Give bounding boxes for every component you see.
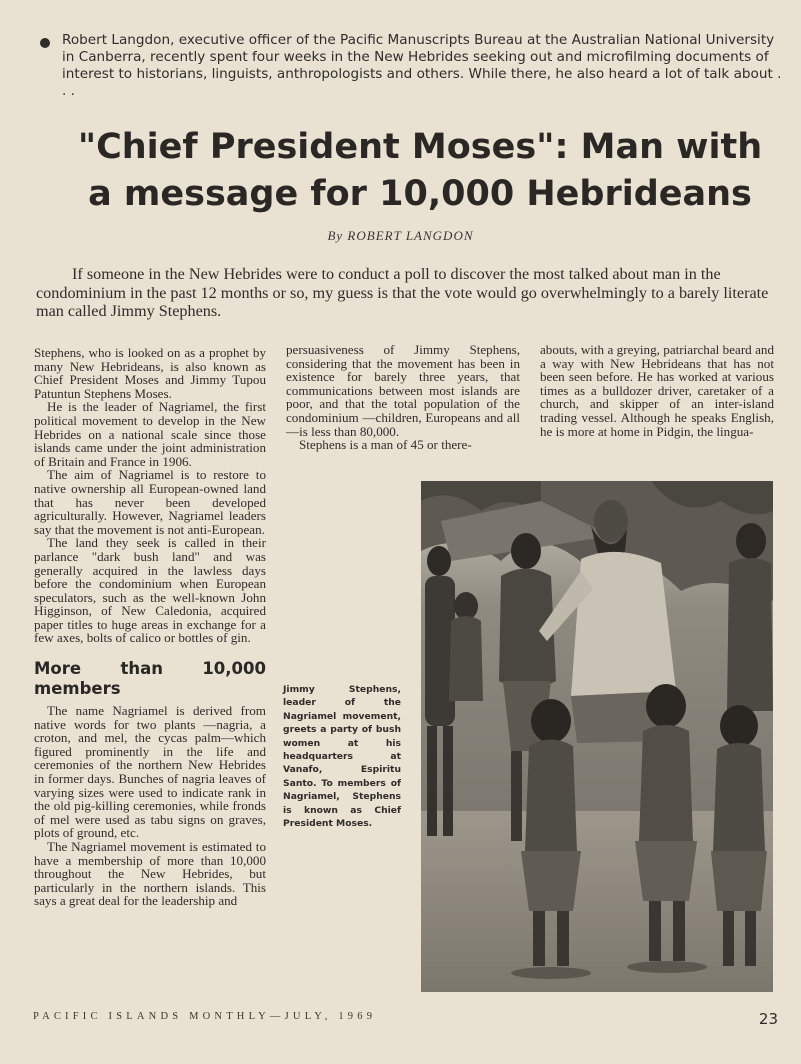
body-column-3 — [540, 343, 774, 438]
paragraph: The Nagriamel movement is estimated to have a membership of more than 10,000 throughout the New Hebrides, but particularly in the northern islands. This says a great deal for the leadership and — [34, 839, 266, 909]
lead-paragraph: If someone in the New Hebrides were to conduct a poll to discover the most talked about man in the condominium in the past 12 months or so, my guess is that the vote would go overwhelmingly to a barely literate man called Jimmy Stephens. — [36, 265, 769, 320]
paragraph: abouts, with a greying, patriarchal beard and a way with New Hebrideans that has not been seen before. He has worked at various times as a bulldozer driver, caretaker of a church, and skipper of an inter-island trading vessel. Although he speaks English, he is more at home in Pidgin, the lingua- — [540, 342, 774, 439]
page-number: 23 — [758, 1010, 778, 1028]
body-column-1 — [34, 346, 266, 908]
standfirst-text: Robert Langdon, executive officer of the Pacific Manuscripts Bureau at the Australian National University in Canberra, recently spent four weeks in the New Hebrides seeking out and microfilming documents of interest to historians, linguists, anthropologists and others. While there, he also heard a lot of talk about . . . — [62, 32, 782, 99]
byline: By ROBERT LANGDON — [327, 228, 474, 243]
subheading: More than 10,000 members — [34, 659, 266, 699]
paragraph: persuasiveness of Jimmy Stephens, considering that the movement has been in existence for barely three years, that communications between most islands are poor, and that the total population of the condominium —children, Europeans and all—is less than 80,000. — [286, 342, 520, 439]
paragraph: Stephens, who is looked on as a prophet by many New Hebrideans, is also known as Chief President Moses and Jimmy Tupou Patuntun Stephens Moses. — [34, 345, 266, 401]
headline: "Chief President Moses": Man with a message for 10,000 Hebrideans — [77, 127, 763, 214]
paragraph: The name Nagriamel is derived from native words for two plants —nagria, a croton, and mel, the cycas palm—which figured prominently in the life and ceremonies of the northern New Hebrides in former days. Bunches of nagria leaves of varying sizes were used to indicate rank in the old pig-killing ceremonies, while fronds of mel were used as tabu signs on graves, plots of ground, etc. — [34, 703, 266, 841]
bullet-icon — [40, 38, 50, 48]
standfirst — [40, 32, 782, 100]
paragraph: He is the leader of Nagriamel, the first political movement to develop in the New Hebrides on a national scale since those islands came under the joint administration of Britain and France in 1906. — [34, 399, 266, 469]
paragraph: Stephens is a man of 45 or there- — [299, 437, 472, 453]
paragraph: The aim of Nagriamel is to restore to native ownership all European-owned land that has never been developed agriculturally. However, Nagriamel leaders say that the movement is not anti-European. — [34, 467, 266, 537]
photo-caption: Jimmy Stephens, leader of the Nagriamel movement, greets a party of bush women at his headquarters at Vanafo, Espiritu Santo. To members of Nagriamel, Stephens is known as Chief President Moses. — [283, 684, 401, 830]
photo-jimmy-stephens-greeting — [421, 481, 773, 992]
paragraph: The land they seek is called in their parlance "dark bush land" and was generally acquired in the lawless days before the condominium when European speculators, such as the well-known John Higginson, of New Caledonia, acquired paper titles to huge areas in exchange for a few axes, bolts of calico or bottles of gin. — [34, 535, 266, 646]
footer-masthead: PACIFIC ISLANDS MONTHLY—JULY, 1969 — [33, 1011, 377, 1022]
body-column-2 — [286, 343, 520, 452]
photo-image — [421, 481, 773, 992]
